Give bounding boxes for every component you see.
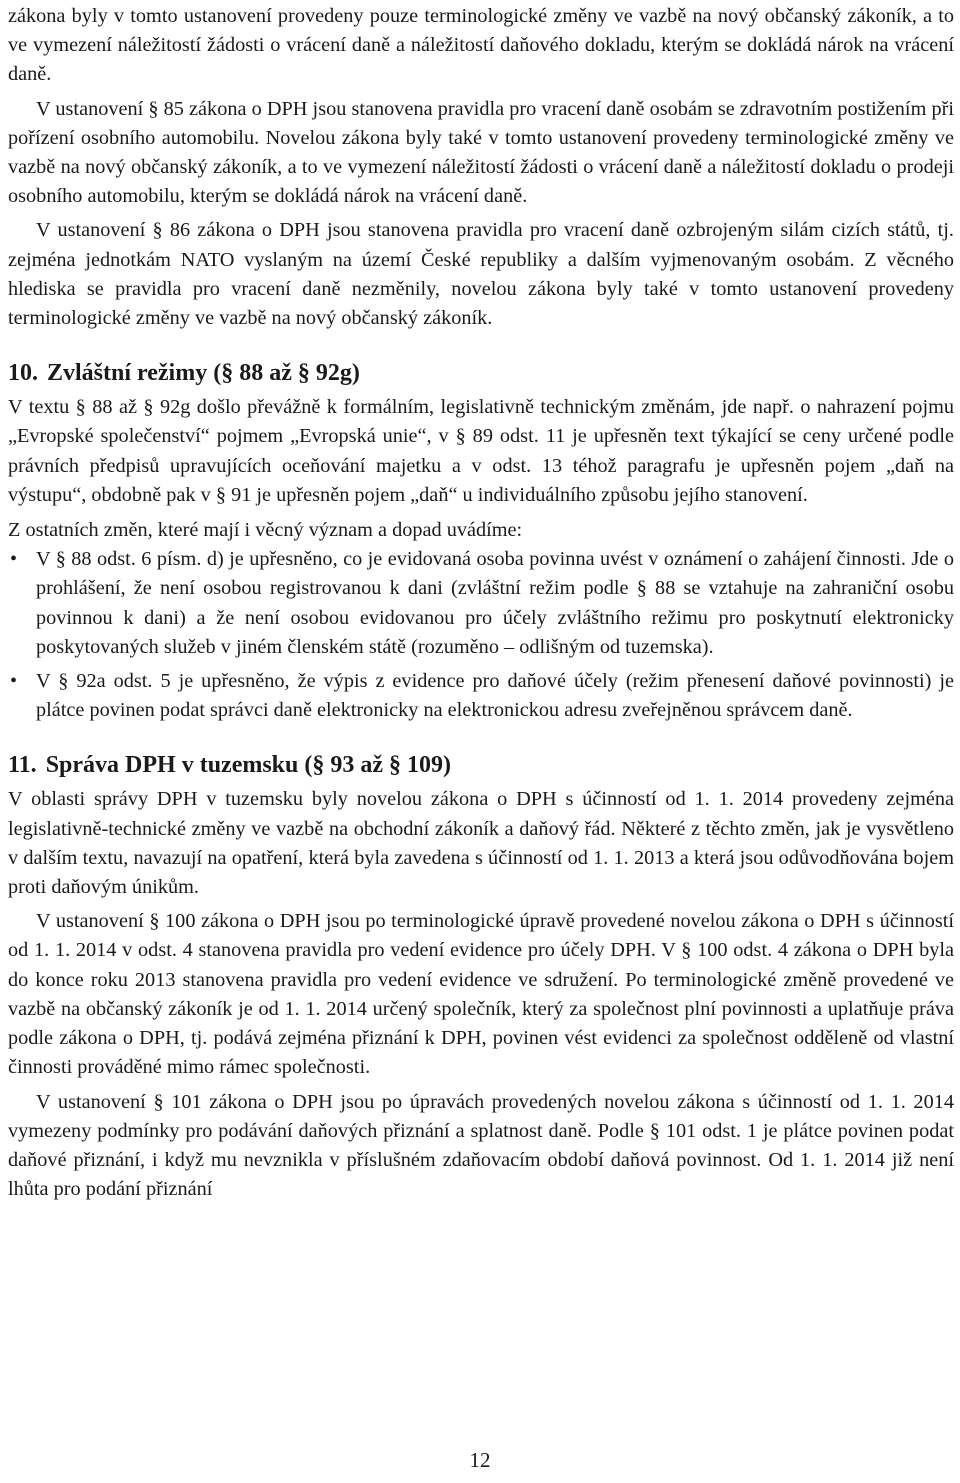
section-10-number: 10. [8,360,38,387]
bullet-icon: • [10,548,18,571]
paragraph-section-85: V ustanovení § 85 zákona o DPH jsou stanovena pravidla pro vracení daně osobám se zdravotním postižením při pořízení osobního automobilu. Novelou zákona byly také v tomto ustanovení provedeny terminologické změny ve vazbě na nový občanský zákoník, a to ve vymezení náležitostí žádosti o vrácení daně a náležitostí dokladu o prodeji osobního automobilu, kterým se dokládá nárok na vrácení daně. [8,97,954,208]
section-10-heading [8,357,954,389]
section-10-paragraph-1: V textu § 88 až § 92g došlo převážně k formálním, legislativně technickým změnám, jde např. o nahrazení pojmu „Evropské společenství“ pojmem „Evropská unie“, v § 89 odst. 11 je upřesněn text týkající se ceny určené podle právních předpisů upravujících oceňování majetku a v odst. 13 téhož paragrafu je upřesněn pojem „daň na výstupu“, obdobně pak v § 91 je upřesněn pojem „daň“ u individuálního způsobu jejího stanovení. [8,396,954,506]
section-11-paragraph-2: V ustanovení § 100 zákona o DPH jsou po terminologické úpravě provedené novelou zákona o DPH s účinností od 1. 1. 2014 v odst. 4 stanovena pravidla pro vedení evidence pro účely DPH. V § 100 odst. 4 zákona o DPH byla do konce roku 2013 stanovena pravidla pro vedení evidence ve sdružení. Po terminologické změně provedené ve vazbě na občanský zákoník je od 1. 1. 2014 určený společník, který za společnost plní povinnosti a uplatňuje práva podle zákona o DPH, tj. podává zejména přiznání k DPH, povinen vést evidenci za společnost odděleně od vlastní činnosti prováděné mimo rámec společnosti. [8,910,954,1079]
list-item [8,667,954,725]
section-10-paragraph-2: Z ostatních změn, které mají i věcný význam a dopad uvádíme: [8,519,523,542]
section-11-title: Správa DPH v tuzemsku (§ 93 až § 109) [45,752,452,779]
section-11-heading [8,749,954,781]
section-11-paragraph-3: V ustanovení § 101 zákona o DPH jsou po úpravách provedených novelou zákona s účinností od 1. 1. 2014 vymezeny podmínky pro podávání daňových přiznání a splatnost daně. Podle § 101 odst. 1 je plátce povinen podat daňové přiznání, i když mu nevznikla v příslušném zdaňovacím období daňová povinnost. Od 1. 1. 2014 již není lhůta pro podání přiznání [8,1090,954,1201]
bullet-icon: • [10,670,18,693]
list-item-text: V § 92a odst. 5 je upřesněno, že výpis z evidence pro daňové účely (režim přenesení daňové povinnosti) je plátce povinen podat správci daně elektronicky na elektronickou adresu zveřejněnou správcem daně. [36,670,954,722]
section-10-bullet-list [8,545,954,725]
page-number: 12 [469,1448,491,1472]
section-10-title: Zvláštní režimy (§ 88 až § 92g) [47,360,360,387]
section-11-paragraph-1: V oblasti správy DPH v tuzemsku byly novelou zákona o DPH s účinností od 1. 1. 2014 provedeny zejména legislativně-technické změny ve vazbě na obchodní zákoník a daňový řád. Některé z těchto změn, jak je vysvětleno v dalším textu, navazují na opatření, která byla zavedena s účinností od 1. 1. 2013 a která jsou odůvodňována bojem proti daňovým únikům. [8,788,954,899]
list-item [8,545,954,662]
paragraph-section-86: V ustanovení § 86 zákona o DPH jsou stanovena pravidla pro vracení daně ozbrojeným silám cizích států, tj. zejména jednotkám NATO vyslaným na území České republiky a dalším vyjmenovaným osobám. Z věcného hlediska se pravidla pro vracení daně nezměnily, novelou zákona byly také v tomto ustanovení provedeny terminologické změny ve vazbě na nový občanský zákoník. [8,219,954,330]
list-item-text: V § 88 odst. 6 písm. d) je upřesněno, co je evidovaná osoba povinna uvést v oznámení o zahájení činnosti. Jde o prohlášení, že není osobou registrovanou k dani (zvláštní režim podle § 88 se vztahuje na zahraniční osobu povinnou k dani) a že není osobou evidovanou pro účely zvláštního režimu pro poskytnutí elektronicky poskytovaných služeb v jiném členském státě (rozuměno – odlišným od tuzemska). [36,548,954,658]
paragraph-vat-refund-documents: zákona byly v tomto ustanovení provedeny pouze terminologické změny ve vazbě na nový občanský zákoník, a to ve vymezení náležitostí žádosti o vrácení daně a náležitostí daňového dokladu, kterým se dokládá nárok na vrácení daně. [8,5,954,86]
section-11-number: 11. [8,752,37,779]
